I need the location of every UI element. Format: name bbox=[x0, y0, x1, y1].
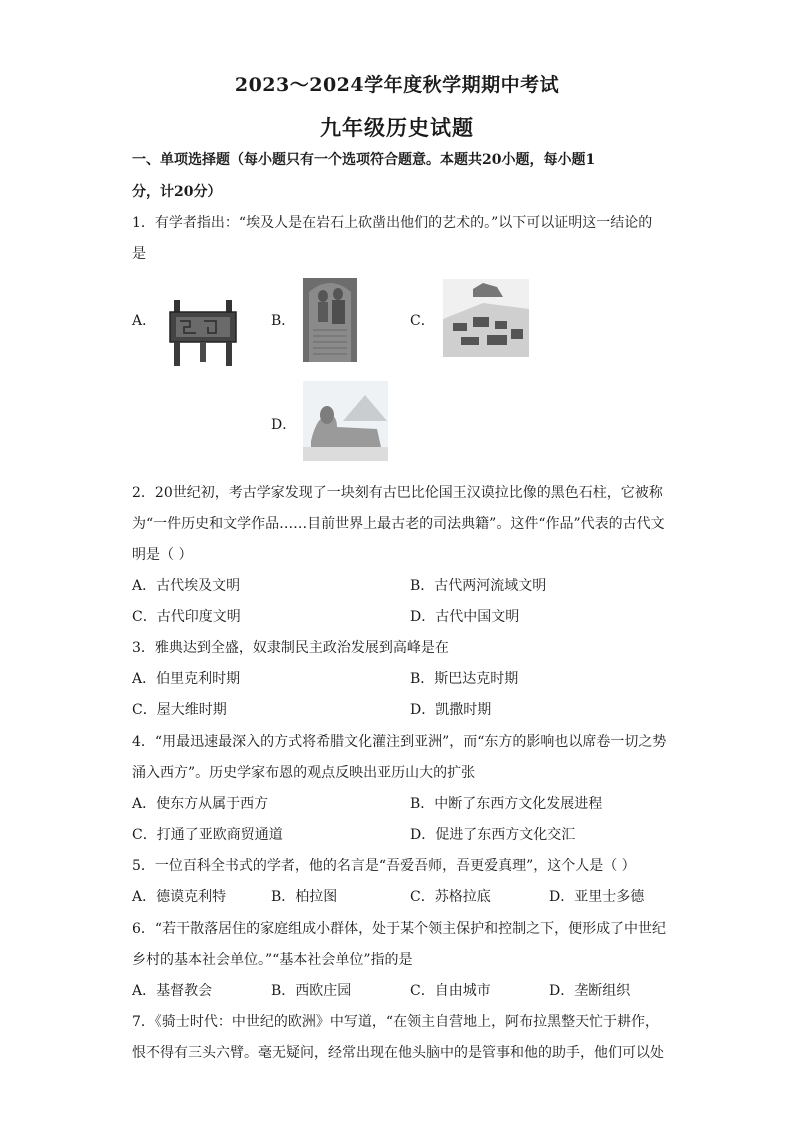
q1-option-d-label: D． bbox=[271, 417, 297, 433]
q7-stem-line1: 7．《骑士时代：中世纪的欧洲》中写道，“在领主自营地上，阿布拉黑整天忙于耕作， bbox=[132, 1014, 660, 1030]
q4-stem-line1: 4．“用最迅速最深入的方式将希腊文化灌注到亚洲”，而“东方的影响也以席卷一切之势 bbox=[132, 734, 667, 750]
bronze-ding-icon bbox=[160, 300, 246, 366]
q1-stem-line1: 1．有学者指出：“埃及人是在岩石上砍凿出他们的艺术的。”以下可以证明这一结论的 bbox=[132, 215, 653, 231]
q5-option-c: C．苏格拉底 bbox=[410, 889, 491, 905]
q2-option-a: A．古代埃及文明 bbox=[132, 578, 241, 594]
q6-option-b: B．西欧庄园 bbox=[271, 983, 352, 999]
section-heading-line2: 分，计20分） bbox=[132, 184, 222, 200]
q5-option-a: A．德谟克利特 bbox=[132, 889, 227, 905]
q5-option-d: D．亚里士多德 bbox=[549, 889, 645, 905]
q3-option-d: D．凯撒时期 bbox=[410, 702, 492, 718]
q2-option-d: D．古代中国文明 bbox=[410, 609, 520, 625]
q4-option-d: D．促进了东西方文化交汇 bbox=[410, 827, 576, 843]
q3-stem-line1: 3．雅典达到全盛，奴隶制民主政治发展到高峰是在 bbox=[132, 640, 449, 656]
q4-option-b: B．中断了东西方文化发展进程 bbox=[410, 796, 603, 812]
q1-option-b-image bbox=[303, 278, 357, 362]
q1-option-c-image bbox=[443, 279, 529, 357]
q2-stem-line2: 为“一件历史和文学作品……目前世界上最古老的司法典籍”。这件“作品”代表的古代文 bbox=[132, 516, 665, 532]
q6-stem-line2: 乡村的基本社会单位。”“基本社会单位”指的是 bbox=[132, 952, 413, 968]
q1-option-a-image bbox=[160, 300, 246, 366]
q5-option-b: B．柏拉图 bbox=[271, 889, 338, 905]
q1-stem-line2: 是 bbox=[132, 246, 146, 262]
q4-option-a: A．使东方从属于西方 bbox=[132, 796, 269, 812]
q6-stem-line1: 6．“若干散落居住的家庭组成小群体，处于某个领主保护和控制之下，便形成了中世纪 bbox=[132, 921, 667, 937]
q1-option-a-label: A． bbox=[132, 313, 157, 329]
q2-stem-line1: 2．20世纪初，考古学家发现了一块刻有古巴比伦国王汉谟拉比像的黑色石柱，它被称 bbox=[132, 485, 663, 501]
q3-option-a: A．伯里克利时期 bbox=[132, 671, 241, 687]
q1-option-b-label: B． bbox=[271, 313, 296, 329]
q6-option-d: D．垄断组织 bbox=[549, 983, 631, 999]
q1-option-d-image bbox=[303, 381, 388, 461]
q3-option-c: C．屋大维时期 bbox=[132, 702, 227, 718]
q6-option-a: A．基督教会 bbox=[132, 983, 213, 999]
q2-option-b: B．古代两河流域文明 bbox=[410, 578, 547, 594]
exam-title: 2023～2024学年度秋学期期中考试 bbox=[234, 74, 560, 96]
q2-option-c: C．古代印度文明 bbox=[132, 609, 241, 625]
q7-stem-line2: 恨不得有三头六臂。毫无疑问，经常出现在他头脑中的是管事和他的助手，他们可以处 bbox=[132, 1045, 664, 1061]
q5-stem-line1: 5．一位百科全书式的学者，他的名言是“吾爱吾师，吾更爱真理”，这个人是（ ） bbox=[132, 858, 636, 874]
q3-option-b: B．斯巴达克时期 bbox=[410, 671, 519, 687]
ruins-icon bbox=[443, 279, 529, 357]
q2-stem-line3: 明是（ ） bbox=[132, 547, 193, 563]
q1-option-c-label: C． bbox=[410, 313, 435, 329]
exam-subtitle: 九年级历史试题 bbox=[320, 115, 474, 140]
section-heading-line1: 一、单项选择题（每小题只有一个选项符合题意。本题共20小题，每小题1 bbox=[132, 152, 596, 168]
q6-option-c: C．自由城市 bbox=[410, 983, 491, 999]
sphinx-icon bbox=[303, 381, 388, 461]
q4-option-c: C．打通了亚欧商贸通道 bbox=[132, 827, 283, 843]
q4-stem-line2: 涌入西方”。历史学家布恩的观点反映出亚历山大的扩张 bbox=[132, 765, 476, 781]
stele-icon bbox=[303, 278, 357, 362]
